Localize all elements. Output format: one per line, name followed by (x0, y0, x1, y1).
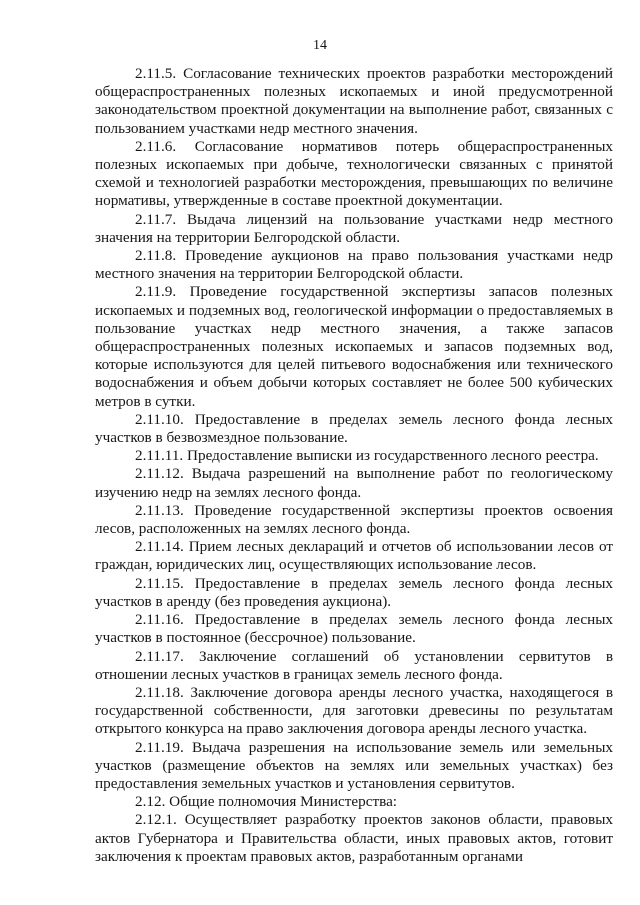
paragraph-2-11-10: 2.11.10. Предоставление в пределах земель лесного фонда лесных участков в безвозмездное пользование. (95, 410, 613, 447)
paragraph-2-11-6: 2.11.6. Согласование нормативов потерь общераспространенных полезных ископаемых при добыче, технологически связанных с принятой схемой и технологией разработки месторождения, превышающих по величине нормативы, утвержденные в составе проектной документации. (95, 137, 613, 210)
paragraph-2-11-17: 2.11.17. Заключение соглашений об установлении сервитутов в отношении лесных участков в границах земель лесного фонда. (95, 647, 613, 683)
paragraph-2-11-13: 2.11.13. Проведение государственной экспертизы проектов освоения лесов, расположенных на землях лесного фонда. (95, 501, 613, 538)
section-heading-2-12: 2.12. Общие полномочия Министерства: (135, 793, 398, 811)
paragraph-2-11-14: 2.11.14. Прием лесных деклараций и отчетов об использовании лесов от граждан, юридических лиц, осуществляющих использование лесов. (95, 538, 613, 574)
page-number: 14 (313, 38, 327, 53)
paragraph-2-11-5: 2.11.5. Согласование технических проектов разработки месторождений общераспространенных полезных ископаемых и иной предусмотренной законодательством проектной документации на выполнение работ, связанных с пользованием участками недр местного значения. (95, 65, 613, 137)
paragraph-2-11-12: 2.11.12. Выдача разрешений на выполнение работ по геологическому изучению недр на землях лесного фонда. (95, 465, 613, 501)
paragraph-2-11-8: 2.11.8. Проведение аукционов на право пользования участками недр местного значения на территории Белгородской области. (95, 247, 613, 283)
paragraph-2-11-16: 2.11.16. Предоставление в пределах земель лесного фонда лесных участков в постоянное (бессрочное) пользование. (95, 611, 613, 647)
paragraph-2-11-7: 2.11.7. Выдача лицензий на пользование участками недр местного значения на территории Белгородской области. (95, 210, 613, 246)
paragraph-2-11-11: 2.11.11. Предоставление выписки из государственного лесного реестра. (135, 447, 599, 465)
paragraph-2-11-19: 2.11.19. Выдача разрешения на использование земель или земельных участков (размещение объектов на землях или земельных участках) без предоставления земельных участков и установления сервитутов. (95, 738, 613, 792)
paragraph-2-12-1: 2.12.1. Осуществляет разработку проектов законов области, правовых актов Губернатора и Правительства области, иных правовых актов, готовит заключения к проектам правовых актов, разработанным органами (95, 811, 613, 865)
paragraph-2-11-18: 2.11.18. Заключение договора аренды лесного участка, находящегося в государственной собственности, для заготовки древесины по результатам открытого конкурса на право заключения договора аренды лесного участка. (95, 683, 613, 738)
paragraph-2-11-9: 2.11.9. Проведение государственной экспертизы запасов полезных ископаемых и подземных вод, геологической информации о предоставляемых в пользование участках недр местного значения, а также запасов общераспространенных полезных ископаемых и запасов подземных вод, которые используются для целей питьевого водоснабжения или технического водоснабжения и объем добычи которых составляет не более 500 кубических метров в сутки. (95, 283, 613, 410)
paragraph-2-11-15: 2.11.15. Предоставление в пределах земель лесного фонда лесных участков в аренду (без проведения аукциона). (95, 574, 613, 610)
document-body (95, 65, 613, 866)
